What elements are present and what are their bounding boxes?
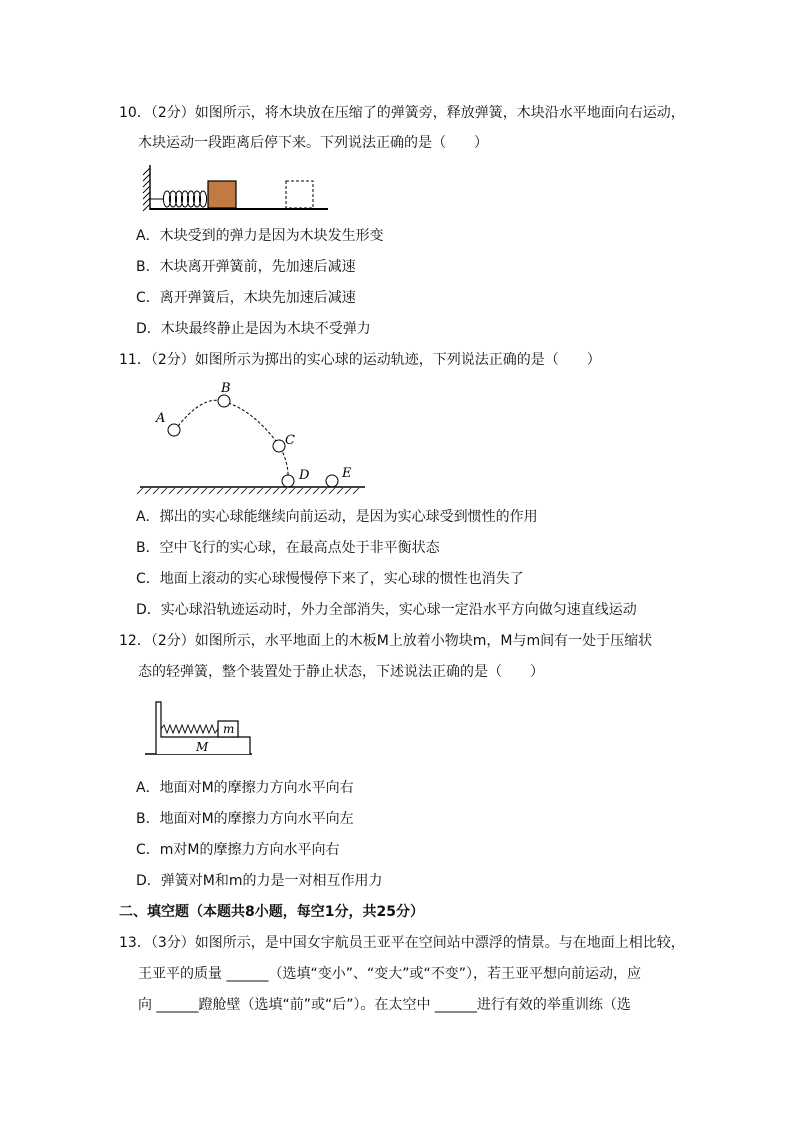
q10-stem-line1: 10．（2分）如图所示，将木块放在压缩了的弹簧旁，释放弹簧，木块沿水平地面向右运动，	[119, 105, 685, 121]
q12-option-b: B．地面对M的摩擦力方向水平向左	[136, 811, 354, 827]
q12-option-c: C．m对M的摩擦力方向水平向右	[136, 842, 340, 858]
q11-stem-line1: 11．（2分）如图所示为掷出的实心球的运动轨迹，下列说法正确的是（ ）	[119, 352, 601, 368]
q13-stem-line1: 13．（3分）如图所示，是中国女宇航员王亚平在空间站中漂浮的情景。与在地面上相比较，	[119, 935, 685, 951]
q11-option-a: A．掷出的实心球能继续向前运动，是因为实心球受到惯性的作用	[136, 509, 538, 525]
q12-label-m: m	[223, 722, 235, 736]
q12-option-a: A．地面对M的摩擦力方向水平向右	[136, 780, 354, 796]
q10-stem-line2: 木块运动一段距离后停下来。下列说法正确的是（ ）	[138, 135, 488, 151]
q11-option-d: D．实心球沿轨迹运动时，外力全部消失，实心球一定沿水平方向做匀速直线运动	[136, 602, 637, 618]
q11-label-b: B	[221, 381, 231, 396]
section-heading: 二、填空题（本题共8小题，每空1分，共25分）	[119, 904, 424, 920]
q10-option-a: A．木块受到的弹力是因为木块发生形变	[136, 228, 384, 244]
q13-stem-line3: 向 ______蹬舱壁（选填“前”或“后”）。在太空中 ______进行有效的举重训练（选	[138, 997, 631, 1013]
q10-option-b: B．木块离开弹簧前，先加速后减速	[136, 259, 356, 275]
q12-stem-line1: 12．（2分）如图所示，水平地面上的木板M上放着小物块m，M与m间有一处于压缩状	[119, 633, 653, 649]
q11-option-c: C．地面上滚动的实心球慢慢停下来了，实心球的惯性也消失了	[136, 571, 524, 587]
q11-label-a: A	[156, 411, 166, 426]
q12-label-M: M	[196, 740, 209, 754]
q12-stem-line2: 态的轻弹簧，整个装置处于静止状态，下述说法正确的是（ ）	[138, 664, 544, 680]
q11-trajectory-figure	[135, 375, 375, 500]
q13-stem-line2: 王亚平的质量 ______（选填“变小”、“变大”或“不变”），若王亚平想向前运动，应	[138, 966, 641, 982]
q11-label-d: D	[299, 468, 310, 483]
q11-label-e: E	[342, 466, 352, 481]
q11-option-b: B．空中飞行的实心球，在最高点处于非平衡状态	[136, 540, 440, 556]
q12-board-spring-figure	[140, 700, 260, 760]
q11-label-c: C	[285, 433, 295, 448]
q12-option-d: D．弹簧对M和m的力是一对相互作用力	[136, 873, 383, 889]
q10-spring-block-figure	[140, 160, 340, 215]
q10-option-d: D．木块最终静止是因为木块不受弹力	[136, 321, 371, 337]
q10-option-c: C．离开弹簧后，木块先加速后减速	[136, 290, 356, 306]
